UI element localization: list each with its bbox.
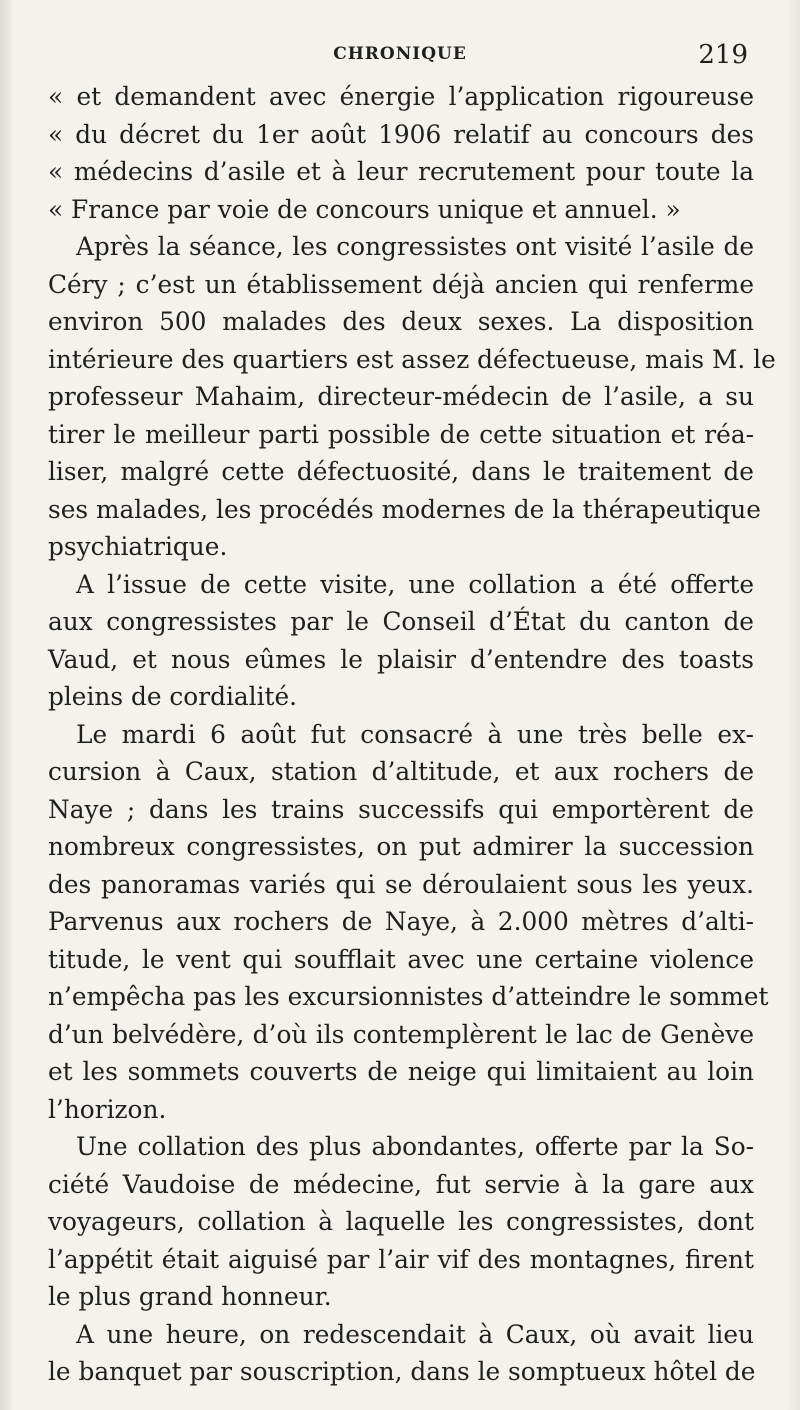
scan-shadow-left — [0, 0, 14, 1410]
text-line: cursion à Caux, station d’altitude, et aux rochers de — [48, 757, 754, 786]
text-line: pleins de cordialité. — [48, 682, 298, 711]
running-head — [48, 40, 752, 74]
text-line: « France par voie de concours unique et annuel. » — [48, 194, 681, 224]
text-line: Parvenus aux rochers de Naye, à 2.000 mètres d’alti- — [48, 907, 754, 936]
text-line: l’horizon. — [48, 1094, 167, 1124]
text-line: environ 500 malades des deux sexes. La disposition — [48, 307, 754, 336]
text-line: titude, le vent qui soufflait avec une certaine violence — [48, 944, 754, 974]
text-line: liser, malgré cette défectuosité, dans le traitement de — [48, 457, 754, 486]
text-line: des panoramas variés qui se déroulaient sous les yeux. — [48, 869, 754, 899]
text-line: Le mardi 6 août fut consacré à une très belle ex- — [76, 719, 754, 749]
text-line: A l’issue de cette visite, une collation a été offerte — [76, 569, 754, 599]
text-line: n’empêcha pas les excursionnistes d’atteindre le sommet — [48, 982, 769, 1011]
text-line: l’appétit était aiguisé par l’air vif des montagnes, firent — [48, 1244, 754, 1274]
text-line: Une collation des plus abondantes, offerte par la So- — [76, 1132, 754, 1161]
text-line: « médecins d’asile et à leur recrutement pour toute la — [48, 157, 754, 186]
text-line: voyageurs, collation à laquelle les congressistes, dont — [48, 1207, 754, 1236]
page-number: 219 — [698, 40, 748, 70]
running-title: CHRONIQUE — [333, 44, 467, 64]
text-line: psychiatrique. — [48, 532, 228, 561]
text-line: « du décret du 1er août 1906 relatif au concours des — [48, 119, 754, 149]
text-line: « et demandent avec énergie l’application rigoureuse — [48, 82, 754, 111]
text-line: A une heure, on redescendait à Caux, où avait lieu — [76, 1319, 754, 1349]
text-line: intérieure des quartiers est assez défectueuse, mais M. le — [48, 344, 776, 374]
text-line: Naye ; dans les trains successifs qui emportèrent de — [48, 794, 754, 824]
text-line: et les sommets couverts de neige qui limitaient au loin — [48, 1057, 754, 1086]
text-line: Vaud, et nous eûmes le plaisir d’entendre des toasts — [48, 644, 754, 674]
text-line: d’un belvédère, d’où ils contemplèrent le lac de Genève — [48, 1019, 754, 1049]
text-line: ciété Vaudoise de médecine, fut servie à la gare aux — [48, 1169, 754, 1199]
text-line: le plus grand honneur. — [48, 1282, 332, 1311]
text-line: ses malades, les procédés modernes de la thérapeutique — [48, 494, 761, 524]
text-body — [48, 78, 776, 1391]
text-line: Céry ; c’est un établissement déjà ancien qui renferme — [48, 269, 754, 299]
text-line: Après la séance, les congressistes ont visité l’asile de — [76, 232, 754, 261]
text-line: le banquet par souscription, dans le somptueux hôtel de — [48, 1357, 756, 1386]
text-line: nombreux congressistes, on put admirer la succession — [48, 832, 754, 861]
scan-shadow-right — [786, 0, 800, 1410]
text-line: professeur Mahaim, directeur-médecin de l’asile, a su — [48, 382, 754, 411]
text-line: tirer le meilleur parti possible de cette situation et réa- — [48, 419, 754, 449]
text-line: aux congressistes par le Conseil d’État du canton de — [48, 607, 754, 636]
